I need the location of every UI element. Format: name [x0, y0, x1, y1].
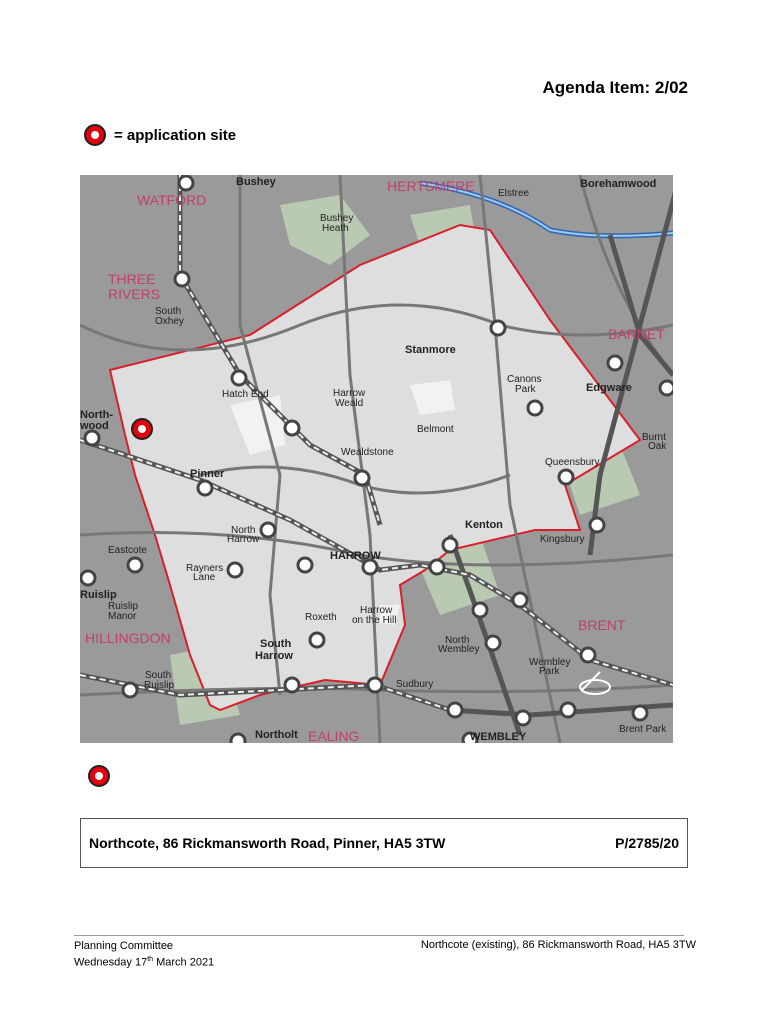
- footer-divider: [74, 935, 684, 936]
- footer-left: [74, 939, 214, 970]
- station-icon: [198, 481, 212, 495]
- label-ruislip-manor-2: Manor: [108, 611, 137, 622]
- label-canons-park-1: Canons: [507, 374, 542, 385]
- footer-date-rest: March 2021: [153, 956, 215, 969]
- label-south-oxhey-1: South: [155, 306, 182, 317]
- label-burnt-oak-2: Oak: [648, 441, 667, 452]
- station-icon: [443, 538, 457, 552]
- label-three-rivers-1: THREE: [108, 271, 156, 287]
- label-borehamwood: Borehamwood: [580, 178, 657, 190]
- label-roxeth: Roxeth: [305, 612, 337, 623]
- site-info-box: [80, 818, 688, 868]
- label-eastcote: Eastcote: [108, 545, 147, 556]
- application-reference: P/2785/20: [615, 835, 679, 851]
- label-queensbury: Queensbury: [545, 457, 600, 468]
- station-icon: [608, 356, 622, 370]
- station-icon: [491, 321, 505, 335]
- label-kenton: Kenton: [465, 519, 503, 531]
- label-south-harrow-1: South: [260, 638, 292, 650]
- label-barnet: BARNET: [608, 326, 665, 342]
- station-icon: [355, 471, 369, 485]
- station-icon: [368, 678, 382, 692]
- label-ealing: EALING: [308, 728, 360, 743]
- label-wealdstone: Wealdstone: [341, 447, 394, 458]
- legend-label: = application site: [114, 126, 237, 144]
- station-icon: [559, 470, 573, 484]
- label-kingsbury: Kingsbury: [540, 534, 585, 545]
- station-icon: [285, 678, 299, 692]
- label-northwood-1: North-: [80, 409, 113, 421]
- station-icon: [561, 703, 575, 717]
- station-icon: [633, 706, 647, 720]
- station-icon: [486, 636, 500, 650]
- label-south-ruislip-2: Ruislip: [144, 680, 175, 691]
- label-stanmore: Stanmore: [405, 344, 456, 356]
- label-brent-park: Brent Park: [619, 724, 667, 735]
- agenda-item-heading: Agenda Item: 2/02: [542, 78, 688, 97]
- station-icon: [581, 648, 595, 662]
- label-harrow-hill-2: on the Hill: [352, 615, 397, 626]
- label-bushey-heath-1: Bushey: [320, 213, 354, 224]
- label-south-harrow-2: Harrow: [255, 650, 293, 662]
- application-site-marker-icon: [88, 765, 110, 787]
- station-icon: [85, 431, 99, 445]
- station-icon: [81, 571, 95, 585]
- footer-date-day: Wednesday 17: [74, 956, 148, 969]
- label-canons-park-2: Park: [515, 384, 536, 395]
- label-burnt-oak-1: Burnt: [642, 432, 666, 443]
- label-north-wembley-1: North: [445, 635, 470, 646]
- label-northwood-2: wood: [80, 420, 109, 432]
- station-icon: [590, 518, 604, 532]
- label-brent: BRENT: [578, 617, 626, 633]
- label-watford: WATFORD: [137, 192, 207, 208]
- label-harrow-hill-1: Harrow: [360, 605, 393, 616]
- label-north-wembley-2: Wembley: [438, 644, 480, 655]
- label-pinner: Pinner: [190, 468, 225, 480]
- label-harrow-weald-2: Weald: [335, 398, 364, 409]
- label-ruislip-manor-1: Ruislip: [108, 601, 139, 612]
- station-icon: [231, 734, 245, 743]
- station-icon: [261, 523, 275, 537]
- label-hatch-end: Hatch End: [222, 389, 269, 400]
- label-south-oxhey-2: Oxhey: [155, 316, 184, 327]
- label-northolt: Northolt: [255, 729, 298, 741]
- label-hillingdon: HILLINGDON: [85, 630, 171, 646]
- station-icon: [660, 381, 673, 395]
- label-harrow: HARROW: [330, 550, 381, 562]
- label-harrow-weald-1: Harrow: [333, 388, 366, 399]
- label-edgware: Edgware: [586, 382, 632, 394]
- footer-right: Northcote (existing), 86 Rickmansworth Road, HA5 3TW: [420, 939, 696, 951]
- footer-committee: Planning Committee: [74, 940, 174, 952]
- label-three-rivers-2: RIVERS: [108, 286, 161, 302]
- station-icon: [123, 683, 137, 697]
- label-rayners-lane-2: Lane: [193, 572, 216, 583]
- legend: [84, 124, 236, 146]
- label-belmont: Belmont: [417, 424, 454, 435]
- station-icon: [363, 560, 377, 574]
- station-icon: [448, 703, 462, 717]
- station-icon: [513, 593, 527, 607]
- station-icon: [516, 711, 530, 725]
- label-north-harrow-2: Harrow: [227, 534, 260, 545]
- station-icon: [473, 603, 487, 617]
- location-map: [80, 175, 673, 743]
- station-icon: [175, 272, 189, 286]
- site-address: Northcote, 86 Rickmansworth Road, Pinner, HA5 3TW: [89, 835, 446, 851]
- footer-date-suffix: th: [147, 956, 154, 963]
- label-wembley-park-2: Park: [539, 666, 560, 677]
- application-site-icon: [132, 419, 152, 439]
- label-bushey: Bushey: [236, 176, 276, 188]
- station-icon: [528, 401, 542, 415]
- station-icon: [128, 558, 142, 572]
- label-north-harrow-1: North: [231, 525, 256, 536]
- station-icon: [430, 560, 444, 574]
- application-site-marker-icon: [84, 124, 106, 146]
- station-icon: [298, 558, 312, 572]
- label-wembley-park-1: Wembley: [529, 657, 571, 668]
- footer-date: [74, 953, 214, 970]
- label-elstree: Elstree: [498, 188, 530, 199]
- station-icon: [285, 421, 299, 435]
- label-sudbury: Sudbury: [396, 679, 434, 690]
- station-icon: [310, 633, 324, 647]
- label-ruislip: Ruislip: [80, 589, 117, 601]
- label-south-ruislip-1: South: [145, 670, 172, 681]
- station-icon: [232, 371, 246, 385]
- label-bushey-heath-2: Heath: [322, 223, 349, 234]
- station-icon: [179, 176, 193, 190]
- label-wembley: WEMBLEY: [470, 731, 527, 743]
- label-rayners-lane-1: Rayners: [186, 563, 224, 574]
- station-icon: [228, 563, 242, 577]
- label-hertsmere: HERTSMERE: [387, 178, 475, 194]
